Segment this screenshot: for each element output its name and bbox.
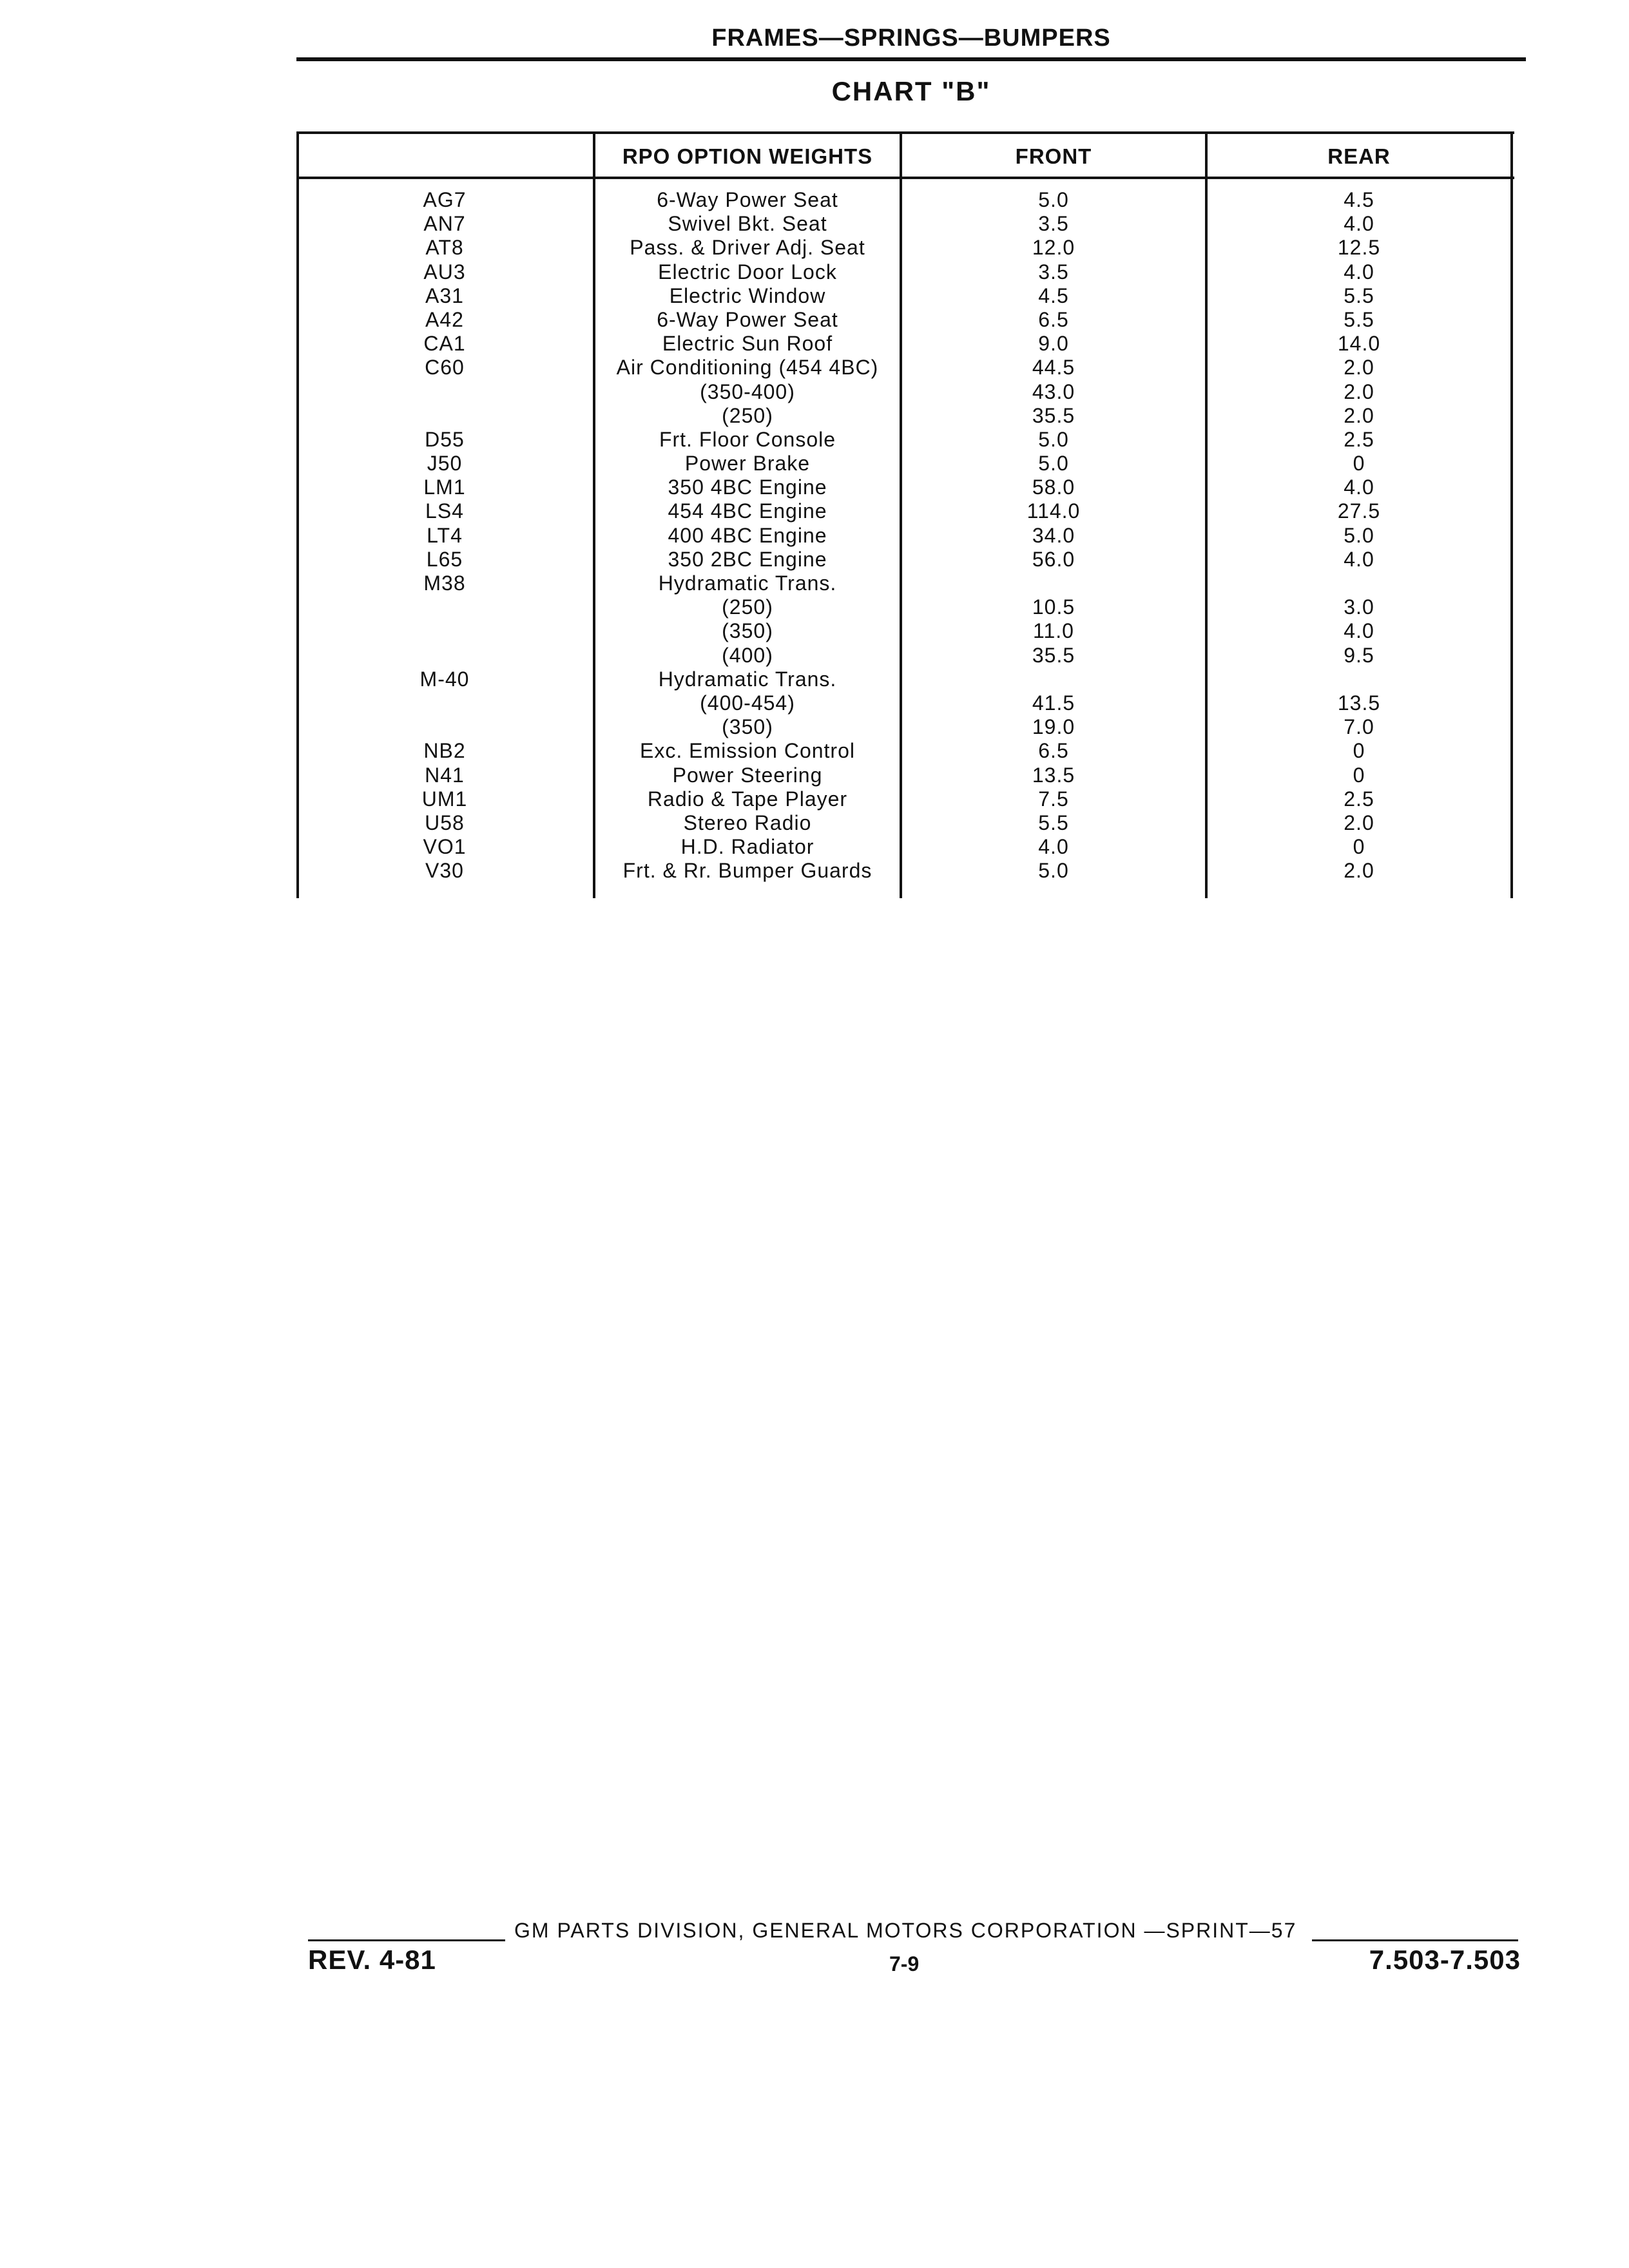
cell-front: 114.0 [1027,499,1081,523]
cell-description: (250) [722,403,773,427]
cell-code: CA1 [423,332,466,356]
cell-code: AG7 [423,188,467,211]
table-top-border [296,131,1514,134]
cell-rear: 0 [1353,763,1365,787]
cell-rear: 0 [1353,739,1365,763]
cell-description: Electric Sun Roof [662,332,833,356]
cell-rear: 2.0 [1344,811,1374,834]
cell-code: C60 [425,356,465,380]
cell-code: AN7 [423,212,466,236]
cell-description: Stereo Radio [683,811,812,834]
cell-description: H.D. Radiator [680,835,815,859]
cell-description: Hydramatic Trans. [658,572,837,595]
table-header-border [296,177,1514,179]
footer-revision: REV. 4-81 [308,1945,436,1975]
table-row [296,715,1514,739]
cell-description: 6-Way Power Seat [657,307,838,331]
cell-rear: 5.5 [1344,307,1374,331]
weights-table [296,131,1514,898]
cell-front: 5.0 [1038,427,1069,451]
cell-rear: 3.0 [1344,595,1374,619]
table-row [296,452,1514,476]
cell-code: N41 [425,763,465,787]
cell-front: 6.5 [1038,739,1069,763]
cell-code: VO1 [423,835,467,859]
cell-front: 19.0 [1032,715,1075,739]
table-row [296,332,1514,356]
cell-description: (250) [722,595,773,619]
table-row [296,380,1514,404]
table-row [296,644,1514,668]
cell-rear: 2.5 [1344,427,1374,451]
cell-rear: 13.5 [1337,691,1381,715]
cell-code: U58 [425,811,465,834]
cell-code: D55 [425,427,465,451]
cell-front: 13.5 [1032,763,1075,787]
cell-description: Electric Door Lock [658,260,837,284]
cell-rear: 12.5 [1337,236,1381,260]
table-row [296,404,1514,428]
cell-code: J50 [427,452,463,476]
table-row [296,739,1514,763]
cell-rear: 4.0 [1344,476,1374,499]
column-header-front: FRONT [1015,144,1092,168]
cell-rear: 4.0 [1344,260,1374,284]
table-row [296,356,1514,380]
cell-rear: 2.5 [1344,787,1374,811]
cell-description: Radio & Tape Player [647,787,848,811]
cell-front: 3.5 [1038,260,1069,284]
table-row [296,212,1514,236]
cell-code: M38 [423,572,466,595]
cell-rear: 4.0 [1344,619,1374,643]
table-row [296,284,1514,308]
cell-rear: 7.0 [1344,715,1374,739]
cell-rear: 9.5 [1344,643,1374,667]
cell-front: 5.0 [1038,452,1069,476]
cell-rear: 27.5 [1337,499,1381,523]
cell-front: 9.0 [1038,332,1069,356]
cell-front: 35.5 [1032,403,1075,427]
cell-code: UM1 [421,787,468,811]
table-row [296,691,1514,715]
table-row [296,428,1514,452]
cell-description: Frt. Floor Console [659,427,836,451]
cell-code: M-40 [419,667,470,691]
cell-code: A31 [425,284,464,307]
column-header-rear: REAR [1327,144,1391,168]
cell-front: 4.5 [1038,284,1069,307]
cell-front: 58.0 [1032,476,1075,499]
cell-code: L65 [426,547,463,571]
cell-description: (350) [722,619,773,643]
table-row [296,668,1514,691]
cell-code: V30 [425,859,464,883]
table-row [296,188,1514,212]
cell-description: 350 2BC Engine [668,547,827,571]
cell-rear: 5.5 [1344,284,1374,307]
table-row [296,835,1514,859]
cell-description: Power Steering [672,763,823,787]
cell-rear: 2.0 [1344,859,1374,883]
footer-rule-left [308,1939,505,1941]
cell-rear: 2.0 [1344,380,1374,403]
table-row [296,619,1514,643]
cell-rear: 4.0 [1344,212,1374,236]
cell-rear: 14.0 [1337,332,1381,356]
cell-code: LT4 [427,523,463,547]
cell-rear: 0 [1353,835,1365,859]
cell-rear: 0 [1353,452,1365,476]
cell-description: Power Brake [684,452,811,476]
cell-code: AT8 [425,236,464,260]
header-divider [296,57,1526,61]
cell-rear: 4.5 [1344,188,1374,211]
cell-description: 454 4BC Engine [668,499,827,523]
cell-code: A42 [425,307,464,331]
table-row [296,764,1514,787]
cell-rear: 5.0 [1344,523,1374,547]
cell-description: (350) [722,715,773,739]
footer-page-number: 7-9 [889,1952,920,1975]
table-body [296,188,1514,883]
cell-description: Exc. Emission Control [640,739,855,763]
table-row [296,595,1514,619]
cell-front: 35.5 [1032,643,1075,667]
cell-description: (400) [722,643,773,667]
cell-rear: 4.0 [1344,547,1374,571]
cell-front: 5.0 [1038,188,1069,211]
cell-description: 400 4BC Engine [668,523,827,547]
chart-title: CHART "B" [831,76,991,106]
cell-description: (350-400) [700,380,795,403]
cell-front: 7.5 [1038,787,1069,811]
table-row [296,499,1514,523]
table-row [296,548,1514,572]
cell-rear: 2.0 [1344,403,1374,427]
table-row [296,524,1514,548]
footer-rule-right [1312,1939,1518,1941]
cell-description: Hydramatic Trans. [658,667,837,691]
table-row [296,308,1514,332]
table-row [296,859,1514,883]
cell-front: 44.5 [1032,356,1075,380]
cell-code: LS4 [425,499,464,523]
column-header-rpo: RPO OPTION WEIGHTS [622,144,873,168]
cell-description: 350 4BC Engine [668,476,827,499]
cell-code: NB2 [423,739,466,763]
cell-front: 5.0 [1038,859,1069,883]
cell-front: 5.5 [1038,811,1069,834]
cell-front: 10.5 [1032,595,1075,619]
cell-front: 34.0 [1032,523,1075,547]
page-title: FRAMES—SPRINGS—BUMPERS [711,24,1111,52]
cell-front: 41.5 [1032,691,1075,715]
table-row [296,787,1514,811]
footer-corporation: GM PARTS DIVISION, GENERAL MOTORS CORPORATION —SPRINT—57 [514,1919,1297,1942]
cell-front: 3.5 [1038,212,1069,236]
cell-description: Pass. & Driver Adj. Seat [630,236,865,260]
cell-description: Electric Window [669,284,826,307]
footer-section-code: 7.503-7.503 [1369,1945,1521,1975]
table-row [296,811,1514,835]
cell-description: (400-454) [700,691,795,715]
cell-front: 4.0 [1038,835,1069,859]
cell-description: 6-Way Power Seat [657,188,838,211]
cell-front: 12.0 [1032,236,1075,260]
cell-description: Swivel Bkt. Seat [668,212,827,236]
cell-front: 56.0 [1032,547,1075,571]
table-row [296,572,1514,595]
cell-description: Air Conditioning (454 4BC) [616,356,879,380]
cell-description: Frt. & Rr. Bumper Guards [622,859,872,883]
cell-code: AU3 [423,260,466,284]
table-row [296,260,1514,284]
cell-rear: 2.0 [1344,356,1374,380]
cell-front: 11.0 [1033,619,1074,643]
table-row [296,236,1514,260]
cell-code: LM1 [423,476,466,499]
table-row [296,476,1514,499]
cell-front: 6.5 [1038,307,1069,331]
cell-front: 43.0 [1032,380,1075,403]
